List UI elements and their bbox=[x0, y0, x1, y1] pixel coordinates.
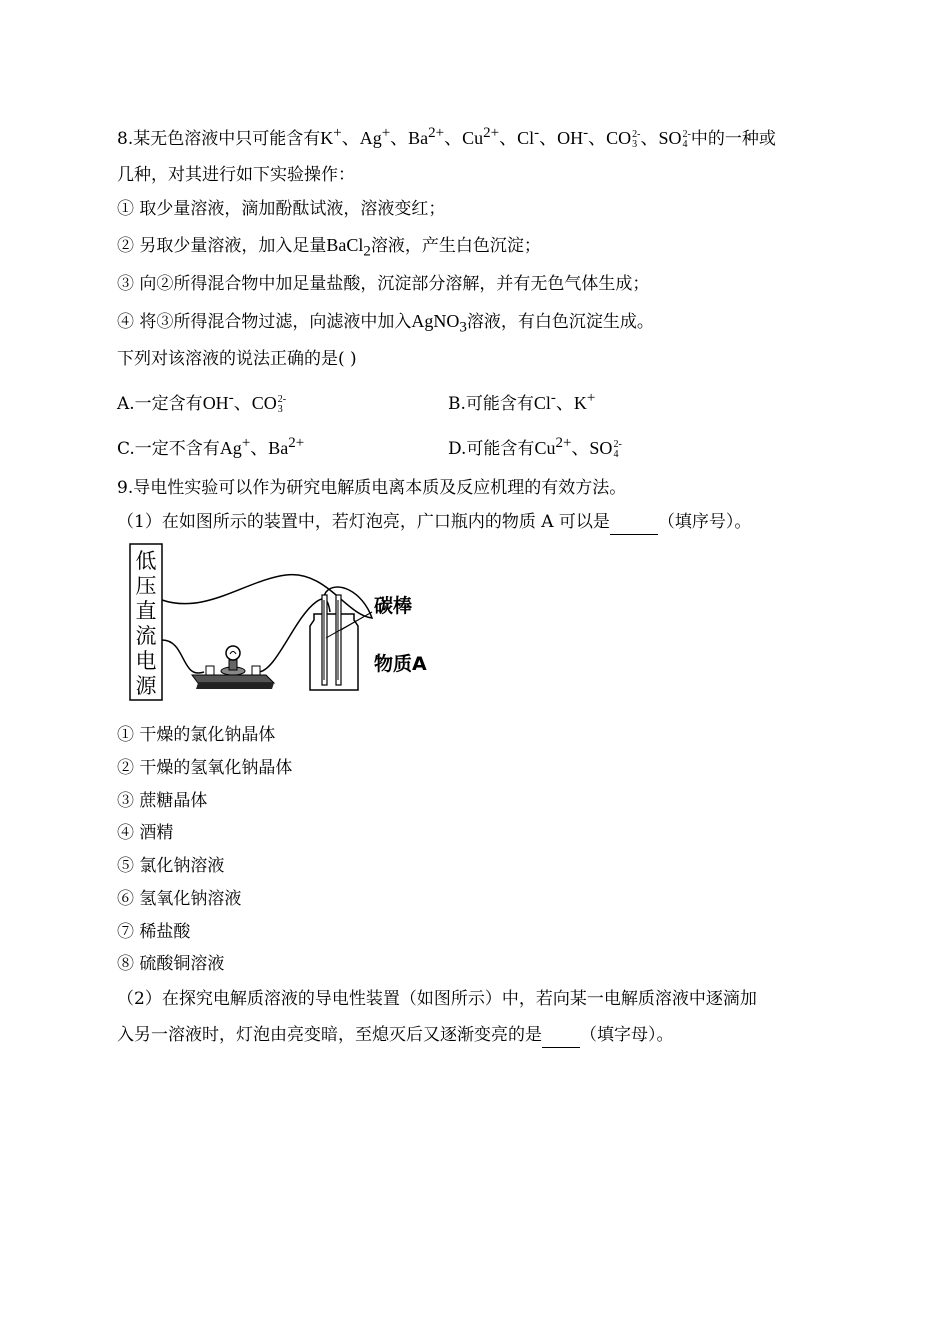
step-marker: ② bbox=[117, 236, 134, 256]
q9-part1: （1）在如图所示的装置中，若灯泡亮，广口瓶内的物质 A 可以是 （填序号）。 bbox=[117, 510, 751, 535]
q9-part2-line2: 入另一溶液时，灯泡由亮变暗，至熄灭后又逐渐变亮的是 （填字母）。 bbox=[117, 1023, 674, 1048]
substance-a-label: 物质A bbox=[374, 653, 427, 675]
q9-choice-3: ③ 蔗糖晶体 bbox=[117, 791, 208, 811]
ion-ba: $Ba^{2+}$ bbox=[408, 125, 445, 148]
carbon-rod-label: 碳棒 bbox=[374, 595, 413, 617]
q9-choice-5: ⑤ 氯化钠溶液 bbox=[117, 856, 225, 876]
q9-choice-2: ② 干燥的氢氧化钠晶体 bbox=[117, 758, 293, 778]
power-label-char: 流 bbox=[135, 624, 157, 648]
q8-step-2: ② 另取少量溶液，加入足量BaCl$_2$溶液，产生白色沉淀； bbox=[117, 235, 541, 260]
answer-blank-2[interactable] bbox=[542, 1023, 580, 1048]
q9-choice-8: ⑧ 硫酸铜溶液 bbox=[117, 954, 225, 974]
power-label-char: 源 bbox=[135, 674, 157, 698]
power-label-char: 直 bbox=[135, 599, 157, 623]
q8-stem-line2: 几种，对其进行如下实验操作： bbox=[117, 165, 355, 185]
power-supply-label bbox=[136, 549, 158, 698]
ion-oh: OH- bbox=[557, 125, 589, 148]
step-marker: ④ bbox=[117, 312, 134, 332]
ion-list: K+、Ag+、$Ba^{2+}$、$Cu^{2+}$、Cl-、OH-、CO 2- 3 、SO 2- 4 bbox=[320, 125, 691, 150]
q8-stem-a: 某无色溶液中只可能含有 bbox=[133, 129, 321, 149]
step-marker: ① bbox=[117, 199, 134, 219]
step-marker: ③ bbox=[117, 274, 134, 294]
q8-step-4: ④ 将③所得混合物过滤，向滤液中加入AgNO$_3$溶液，有白色沉淀生成。 bbox=[117, 311, 654, 336]
q9-choice-7: ⑦ 稀盐酸 bbox=[117, 922, 191, 942]
power-label-char: 电 bbox=[135, 649, 157, 673]
q9-choice-4: ④ 酒精 bbox=[117, 823, 174, 843]
ion-so4: SO 2- 4 bbox=[658, 128, 691, 150]
q9-part2-line1: （2）在探究电解质溶液的导电性装置（如图所示）中，若向某一电解质溶液中逐滴加 bbox=[117, 989, 757, 1009]
answer-blank-1[interactable] bbox=[610, 510, 658, 535]
q9-stem: 9.导电性实验可以作为研究电解质电离本质及反应机理的有效方法。 bbox=[117, 478, 627, 498]
ion-co3: CO 2- 3 bbox=[606, 128, 641, 150]
bottle-icon bbox=[310, 595, 358, 690]
q8-stem-line1 bbox=[117, 121, 776, 151]
ion-ag: Ag+ bbox=[359, 125, 391, 148]
power-label-char: 低 bbox=[135, 549, 157, 573]
lamp-icon bbox=[192, 646, 274, 689]
wire-to-lamp bbox=[162, 640, 204, 673]
ion-k: K+ bbox=[320, 125, 342, 148]
reagent-bacl2: BaCl$_2$ bbox=[326, 235, 371, 260]
q9-choice-1: ① 干燥的氯化钠晶体 bbox=[117, 725, 276, 745]
q8-step-1: ① 取少量溶液，滴加酚酞试液，溶液变红； bbox=[117, 199, 446, 219]
q9-number: 9. bbox=[117, 478, 134, 498]
q8-question: 下列对该溶液的说法正确的是( ) bbox=[117, 349, 357, 369]
option-c[interactable]: C.一定不含有Ag+、$Ba^{2+}$ bbox=[117, 435, 305, 459]
ion-cu: $Cu^{2+}$ bbox=[462, 125, 500, 148]
option-a[interactable]: A.一定含有OH-、CO 2- 3 bbox=[117, 390, 287, 415]
power-label-char: 压 bbox=[135, 574, 157, 598]
q8-step-3: ③ 向②所得混合物中加足量盐酸，沉淀部分溶解，并有无色气体生成； bbox=[117, 274, 650, 294]
option-b[interactable]: B.可能含有Cl-、K+ bbox=[448, 390, 596, 414]
q9-choice-6: ⑥ 氢氧化钠溶液 bbox=[117, 889, 242, 909]
conductivity-apparatus-diagram bbox=[126, 540, 446, 705]
ion-cl: Cl- bbox=[517, 125, 540, 148]
q8-number: 8. bbox=[117, 129, 134, 149]
reagent-agno3: AgNO$_3$ bbox=[411, 311, 467, 336]
option-d[interactable]: D.可能含有$Cu^{2+}$、SO 2- 4 bbox=[448, 435, 622, 460]
q8-stem-b: 中的一种或 bbox=[690, 129, 776, 149]
